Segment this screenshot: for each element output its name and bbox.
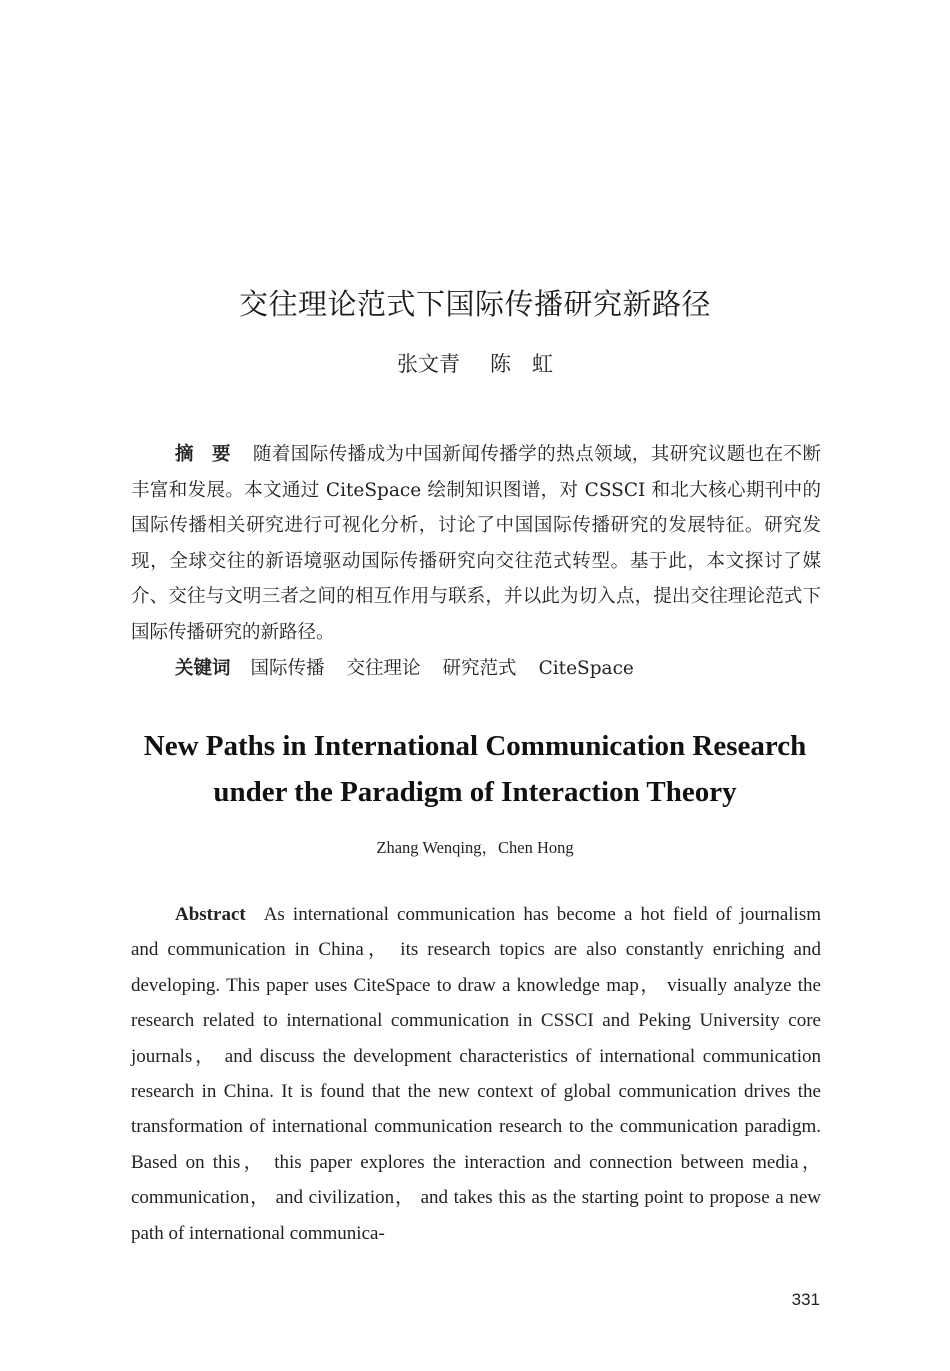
chinese-keywords-label: 关键词 — [175, 658, 231, 679]
author-name: 张文青 — [397, 352, 460, 376]
english-title-line: under the Paradigm of Interaction Theory — [213, 776, 737, 808]
chinese-keywords — [175, 651, 825, 686]
chinese-abstract-label: 摘要 — [175, 444, 249, 465]
english-abstract-text: As international communication has become a hot field of journalism and communication in China， its research topics are also constantly enriching and developing. This paper uses CiteSpace to draw a knowledge map， visually analyze the research related to international communication in CSSCI and Peking University core journals， and discuss the development characteristics of international communication research in China. It is found that the new context of global communication drives the transformation of international communication research to the communication paradigm. Based on this， this paper explores the interaction and connection between media， communication， and civilization， and takes this as the starting point to propose a new path of international communica- — [131, 904, 821, 1244]
keyword: 研究范式 — [442, 658, 517, 679]
english-abstract — [131, 897, 821, 1251]
english-title — [100, 723, 850, 815]
page-number: 331 — [791, 1290, 820, 1309]
english-title-line: New Paths in International Communication Research — [143, 730, 807, 762]
author-name: 陈 虹 — [490, 352, 553, 376]
chinese-abstract-text: 随着国际传播成为中国新闻传播学的热点领域，其研究议题也在不断丰富和发展。本文通过 CiteSpace 绘制知识图谱，对 CSSCI 和北大核心期刊中的国际传播相关研究进行可视化分析，讨论了中国国际传播研究的发展特征。研究发现，全球交往的新语境驱动国际传播研究向交往范式转型。基于此，本文探讨了媒介、交往与文明三者之间的相互作用与联系，并以此为切入点，提出交往理论范式下国际传播研究的新路径。 — [131, 444, 821, 643]
chinese-title: 交往理论范式下国际传播研究新路径 — [238, 287, 711, 321]
chinese-authors — [0, 348, 950, 378]
keyword: CiteSpace — [538, 658, 634, 679]
english-authors: Zhang Wenqing，Chen Hong — [376, 838, 574, 857]
keyword: 交往理论 — [346, 658, 421, 679]
english-abstract-label: Abstract — [175, 904, 246, 925]
chinese-abstract — [131, 437, 821, 651]
keyword: 国际传播 — [250, 658, 325, 679]
